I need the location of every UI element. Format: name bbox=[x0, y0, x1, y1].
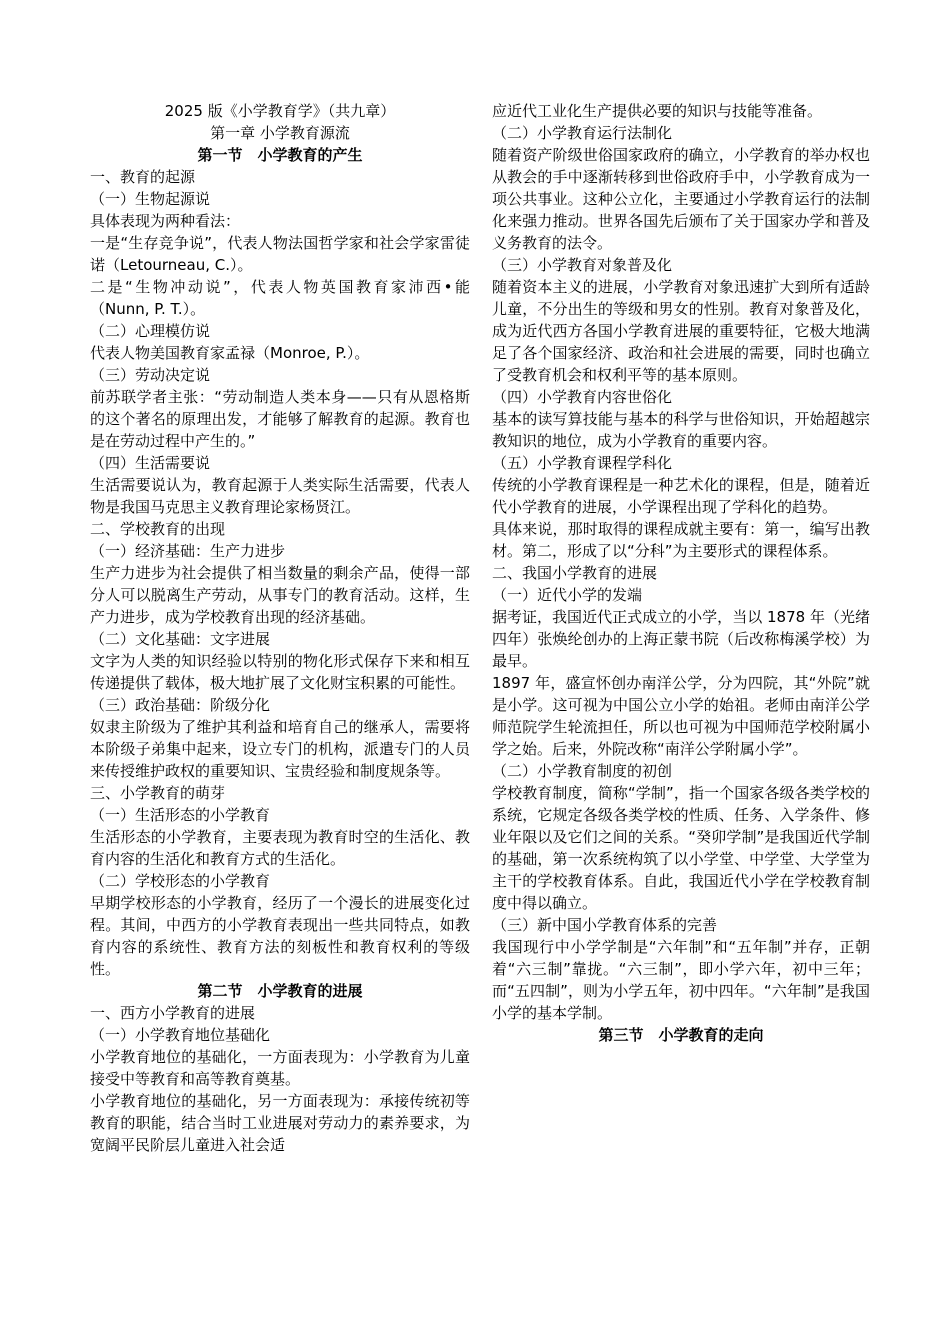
paragraph: （三）劳动决定说 bbox=[90, 366, 211, 384]
paragraph: （二）小学教育运行法制化 bbox=[492, 124, 673, 142]
document-title: 2025 版《小学教育学》（共九章） bbox=[164, 102, 396, 120]
paragraph: 二、我国小学教育的进展 bbox=[492, 564, 658, 582]
paragraph: （二）文化基础：文字进展 bbox=[90, 630, 271, 648]
paragraph: 小学教育地位的基础化，一方面表现为：小学教育为儿童接受中等教育和高等教育奠基。 bbox=[90, 1048, 470, 1088]
paragraph: 一、西方小学教育的进展 bbox=[90, 1004, 256, 1022]
chapter-title: 第一章 小学教育源流 bbox=[210, 124, 350, 142]
paragraph: 传统的小学教育课程是一种艺术化的课程，但是，随着近代小学教育的进展，小学课程出现了学科化的趋势。 bbox=[492, 476, 870, 516]
paragraph: 1897 年，盛宣怀创办南洋公学，分为四院，其“外院”就是小学。这可视为中国公立小学的始祖。老师由南洋公学师范院学生轮流担任，所以也可视为中国师范学校附属小学之始。后来，外院改称“南洋公学附属小学”。 bbox=[492, 674, 870, 758]
paragraph: 代表人物美国教育家孟禄（Monroe, P.）。 bbox=[90, 344, 370, 362]
paragraph: （一）生物起源说 bbox=[90, 190, 211, 208]
paragraph: 应近代工业化生产提供必要的知识与技能等准备。 bbox=[492, 102, 823, 120]
paragraph: 随着资产阶级世俗国家政府的确立，小学教育的举办权也从教会的手中逐渐转移到世俗政府手中，小学教育成为一项公共事业。这种公立化，主要通过小学教育运行的法制化来强力推动。世界各国先后颁布了关于国家办学和普及义务教育的法令。 bbox=[492, 146, 870, 252]
paragraph: 一是“生存竞争说”，代表人物法国哲学家和社会学家雷徒诺（Letourneau, C.）。 bbox=[90, 234, 470, 274]
paragraph: 据考证，我国近代正式成立的小学，当以 1878 年（光绪四年）张焕纶创办的上海正蒙书院（后改称梅溪学校）为最早。 bbox=[492, 608, 870, 670]
paragraph: （一）小学教育地位基础化 bbox=[90, 1026, 271, 1044]
paragraph: 随着资本主义的进展，小学教育对象迅速扩大到所有适龄儿童，不分出生的等级和男女的性别。教育对象普及化，成为近代西方各国小学教育进展的重要特征，它极大地满足了各个国家经济、政治和社会进展的需要，同时也确立了受教育机会和权利平等的基本原则。 bbox=[492, 278, 870, 384]
paragraph: （四）生活需要说 bbox=[90, 454, 211, 472]
paragraph: （二）小学教育制度的初创 bbox=[492, 762, 673, 780]
section-heading: 第三节 小学教育的走向 bbox=[598, 1026, 764, 1044]
paragraph: （三）小学教育对象普及化 bbox=[492, 256, 673, 274]
paragraph: 前苏联学者主张：“劳动制造人类本身——只有从恩格斯的这个著名的原理出发，才能够了解教育的起源。教育也是在劳动过程中产生的。” bbox=[90, 388, 470, 450]
paragraph: 生产力进步为社会提供了相当数量的剩余产品，使得一部分人可以脱离生产劳动，从事专门的教育活动。这样，生产力进步，成为学校教育出现的经济基础。 bbox=[90, 564, 470, 626]
paragraph: （一）近代小学的发端 bbox=[492, 586, 643, 604]
section-heading: 第二节 小学教育的进展 bbox=[197, 982, 363, 1000]
paragraph: （四）小学教育内容世俗化 bbox=[492, 388, 673, 406]
paragraph: （二）心理模仿说 bbox=[90, 322, 211, 340]
paragraph: （五）小学教育课程学科化 bbox=[492, 454, 673, 472]
paragraph: （三）政治基础：阶级分化 bbox=[90, 696, 271, 714]
section-heading: 第一节 小学教育的产生 bbox=[197, 146, 363, 164]
paragraph: （三）新中国小学教育体系的完善 bbox=[492, 916, 718, 934]
paragraph: 二是“生物冲动说”，代表人物英国教育家沛西•能（Nunn, P. T.）。 bbox=[90, 278, 470, 318]
paragraph: 具体来说，那时取得的课程成就主要有：第一，编写出教材。第二，形成了以“分科”为主要形式的课程体系。 bbox=[492, 520, 870, 560]
paragraph: 一、教育的起源 bbox=[90, 168, 196, 186]
paragraph: 生活需要说认为，教育起源于人类实际生活需要，代表人物是我国马克思主义教育理论家杨贤江。 bbox=[90, 476, 470, 516]
paragraph: 早期学校形态的小学教育，经历了一个漫长的进展变化过程。其间，中西方的小学教育表现出一些共同特点，如教育内容的系统性、教育方法的刻板性和教育权利的等级性。 bbox=[90, 894, 470, 978]
paragraph: 我国现行中小学学制是“六年制”和“五年制”并存，正朝着“六三制”靠拢。“六三制”，即小学六年，初中三年；而“五四制”，则为小学五年，初中四年。“六年制”是我国小学的基本学制。 bbox=[492, 938, 870, 1022]
paragraph: 二、学校教育的出现 bbox=[90, 520, 226, 538]
paragraph: （一）生活形态的小学教育 bbox=[90, 806, 271, 824]
paragraph: 奴隶主阶级为了维护其利益和培育自己的继承人，需要将本阶级子弟集中起来，设立专门的机构，派遣专门的人员来传授维护政权的重要知识、宝贵经验和制度规条等。 bbox=[90, 718, 470, 780]
paragraph: 文字为人类的知识经验以特别的物化形式保存下来和相互传递提供了载体，极大地扩展了文化财宝积累的可能性。 bbox=[90, 652, 470, 692]
paragraph: 具体表现为两种看法： bbox=[90, 212, 241, 230]
right-column bbox=[492, 100, 870, 1046]
paragraph: 基本的读写算技能与基本的科学与世俗知识，开始超越宗教知识的地位，成为小学教育的重要内容。 bbox=[492, 410, 870, 450]
left-column bbox=[90, 100, 470, 1156]
paragraph: 三、小学教育的萌芽 bbox=[90, 784, 226, 802]
paragraph: 学校教育制度，简称“学制”，指一个国家各级各类学校的系统，它规定各级各类学校的性质、任务、入学条件、修业年限以及它们之间的关系。“癸卯学制”是我国近代学制的基础，第一次系统构筑了以小学堂、中学堂、大学堂为主干的学校教育体系。自此，我国近代小学在学校教育制度中得以确立。 bbox=[492, 784, 870, 912]
paragraph: 小学教育地位的基础化，另一方面表现为：承接传统初等教育的职能，结合当时工业进展对劳动力的素养要求，为宽阔平民阶层儿童进入社会适 bbox=[90, 1092, 470, 1154]
paragraph: （一）经济基础：生产力进步 bbox=[90, 542, 286, 560]
paragraph: 生活形态的小学教育，主要表现为教育时空的生活化、教育内容的生活化和教育方式的生活化。 bbox=[90, 828, 470, 868]
paragraph: （二）学校形态的小学教育 bbox=[90, 872, 271, 890]
